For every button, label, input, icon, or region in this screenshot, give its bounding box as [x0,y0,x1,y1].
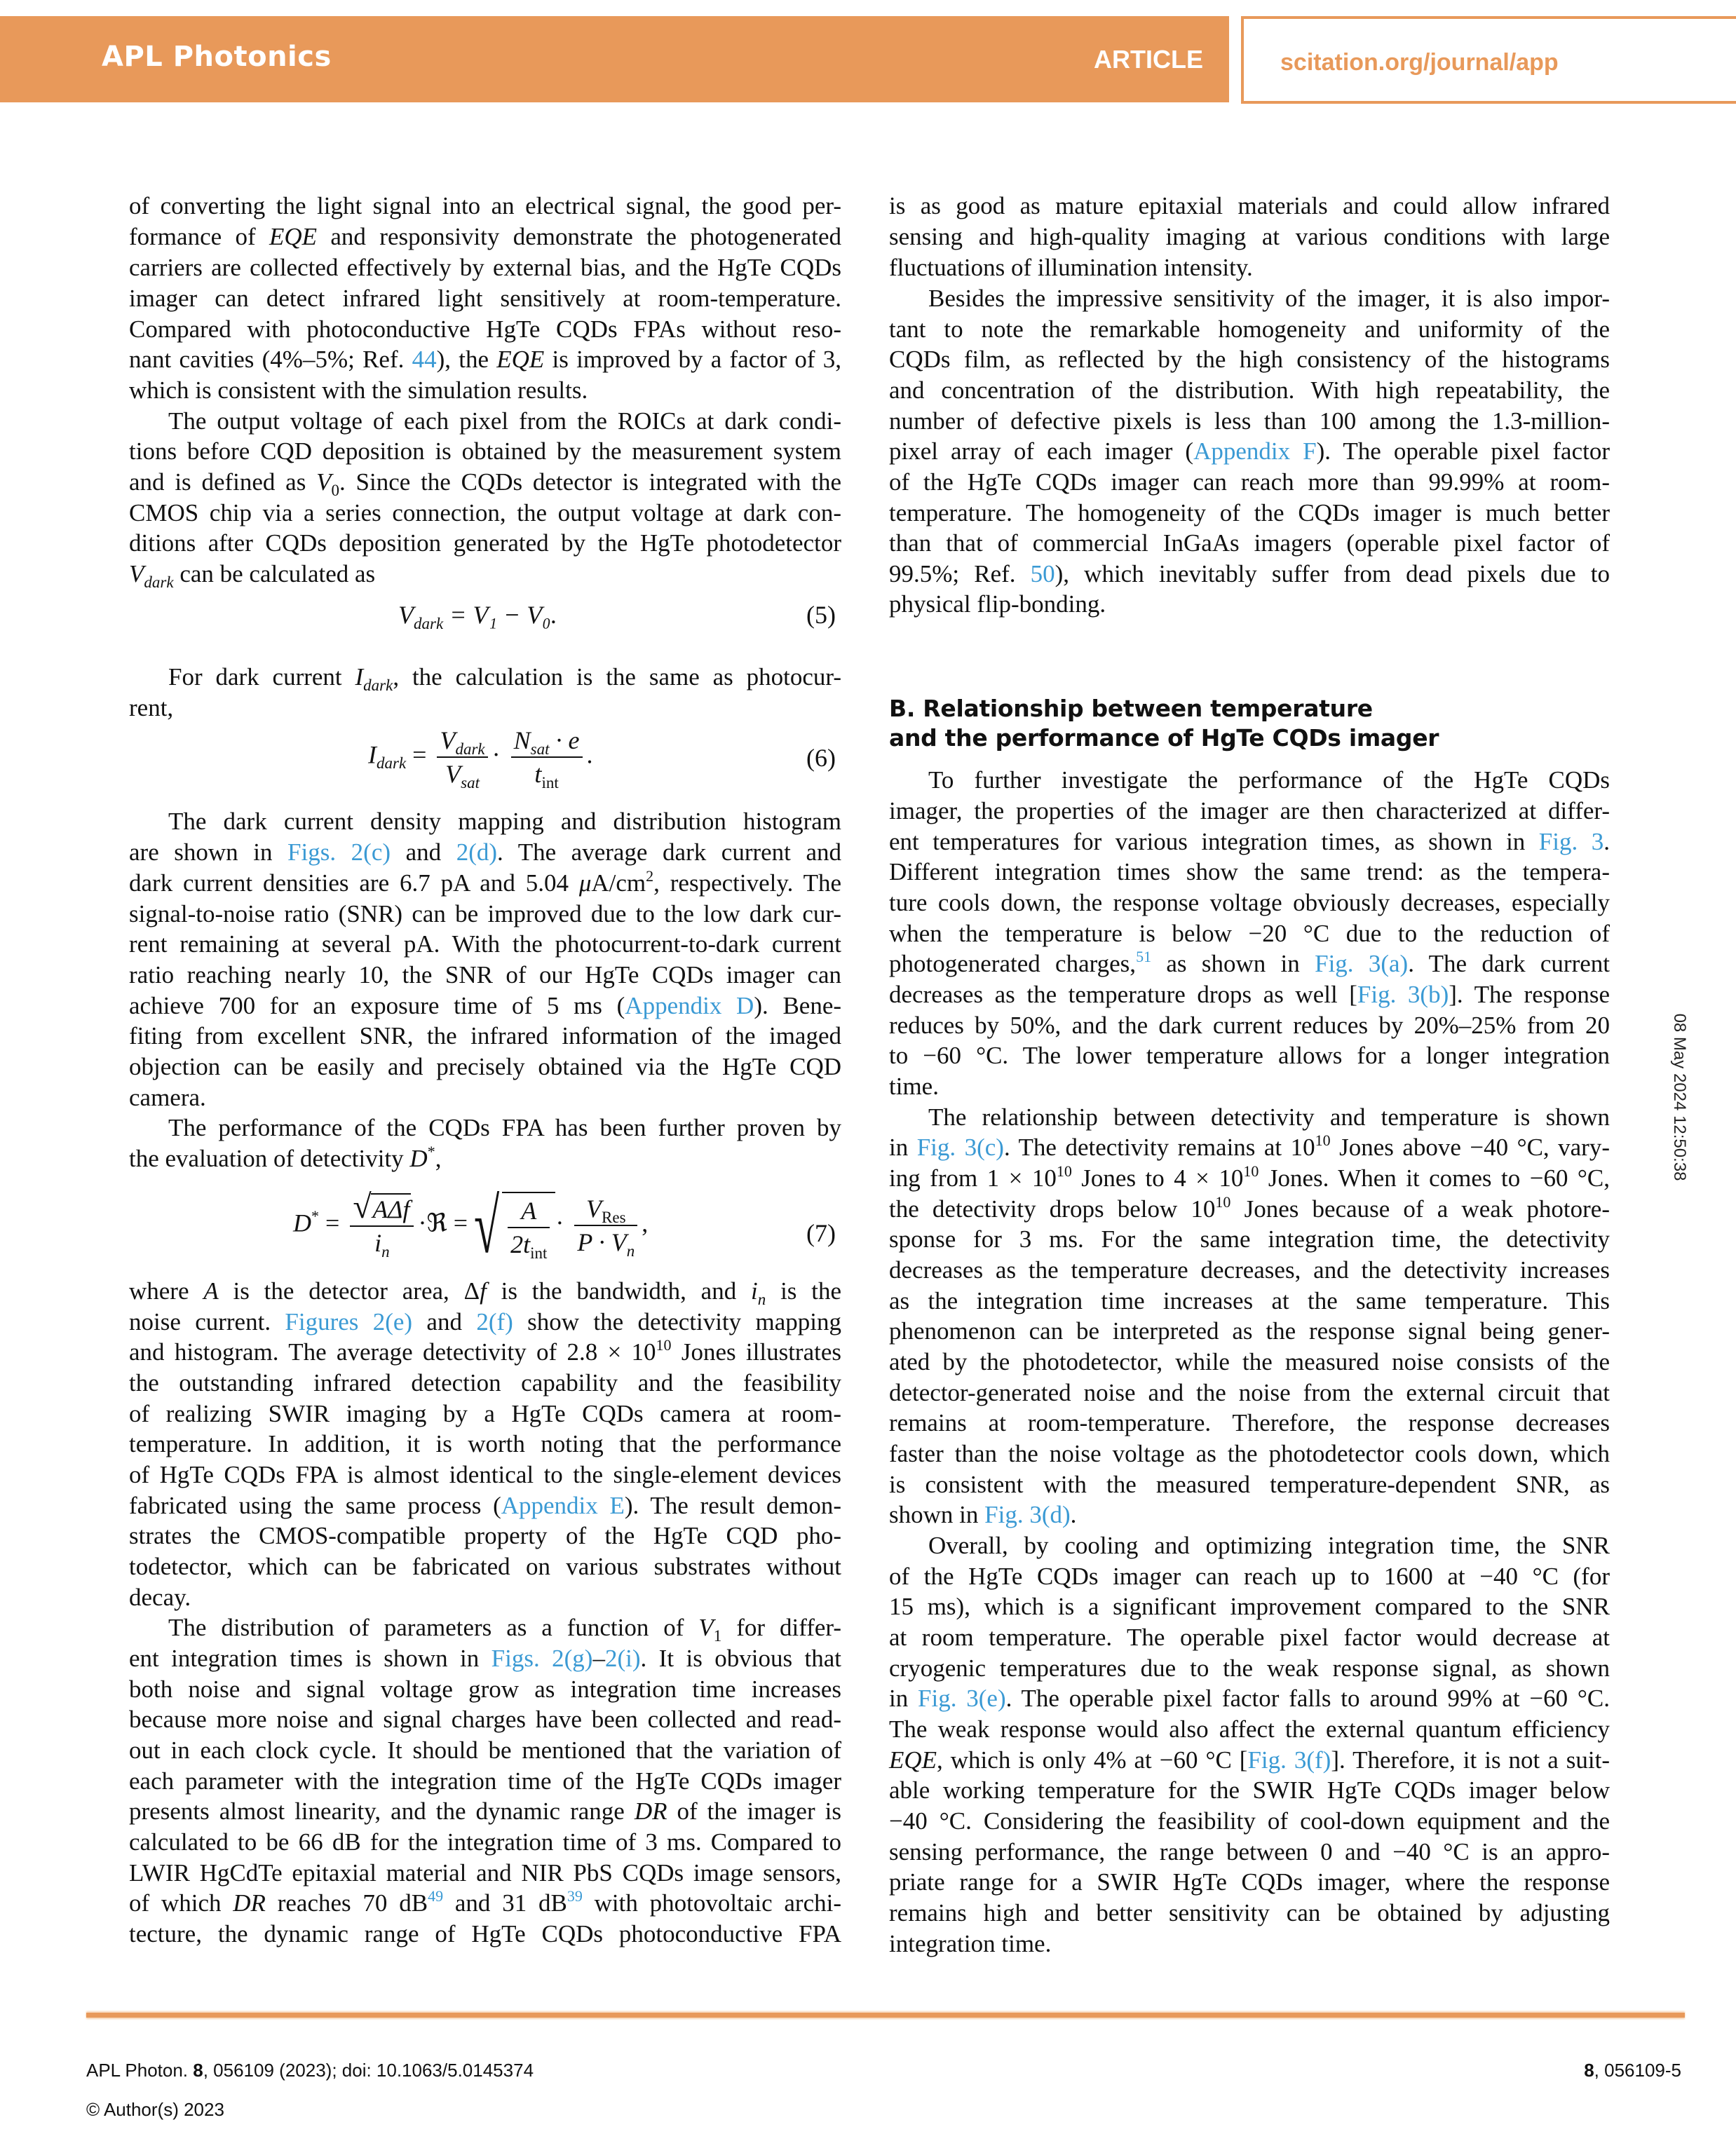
text-line: reduces by 50%, and the dark current reduces by 20%–25% from 20 [889,1012,1610,1039]
text-line: are shown in Figs. 2(c) and 2(d). The average dark current and [129,838,841,866]
footer-citation: APL Photon. 8, 056109 (2023); doi: 10.1063/5.0145374 [86,2060,534,2081]
text-line: of realizing SWIR imaging by a HgTe CQDs camera at room- [129,1400,841,1427]
text-line: ture cools down, the response voltage obviously decreases, especially [889,889,1610,916]
text-line: cryogenic temperatures due to the weak response signal, as shown [889,1654,1610,1682]
equation-7: D* = √ AΔf $i_n$ ·ℜ = √ $\frac{A}{2t_{int}}$ · $\frac{V_{Res}}{P \cdot V_n}$ , [293,1183,649,1269]
text-line: as the integration time increases at the same temperature. This [889,1287,1610,1314]
text-line: sensing and high-quality imaging at various conditions with large [889,223,1610,250]
text-line: ratio reaching nearly 10, the SNR of our HgTe CQDs imager can [129,961,841,988]
text-line: tecture, the dynamic range of HgTe CQDs photoconductive FPA [129,1920,841,1948]
text-line: ent integration times is shown in Figs. 2(g)–2(i). It is obvious that [129,1645,841,1672]
text-line: EQE, which is only 4% at −60 °C [Fig. 3(f)]. Therefore, it is not a suit- [889,1746,1610,1774]
reference-link[interactable]: Fig. 3(a) [1315,950,1409,977]
text-line: imager, the properties of the imager are then characterized at differ- [889,797,1610,824]
reference-link[interactable]: Figures 2(e) [285,1308,413,1335]
text-line: is consistent with the measured temperature-dependent SNR, as [889,1471,1610,1498]
text-line: Compared with photoconductive HgTe CQDs FPAs without reso- [129,315,841,343]
text-line: fiting from excellent SNR, the infrared information of the imaged [129,1022,841,1049]
section-heading-line: B. Relationship between temperature [889,695,1373,722]
text-line: strates the CMOS-compatible property of the HgTe CQD pho- [129,1522,841,1549]
text-line: The output voltage of each pixel from the ROICs at dark condi- [168,407,841,435]
text-line: and concentration of the distribution. With high repeatability, the [889,376,1610,404]
section-label: ARTICLE [1094,45,1203,74]
text-line: which is consistent with the simulation results. [129,376,588,404]
text-line: The weak response would also affect the external quantum efficiency [889,1715,1610,1743]
text-line: detector-generated noise and the noise from the external circuit that [889,1379,1610,1406]
download-timestamp: 08 May 2024 12:50:38 [1670,1013,1689,1181]
text-line: shown in Fig. 3(d). [889,1501,1077,1528]
text-line: LWIR HgCdTe epitaxial material and NIR PbS CQDs image sensors, [129,1859,841,1887]
text-line: noise current. Figures 2(e) and 2(f) show the detectivity mapping [129,1308,841,1335]
fraction: √ AΔf $i_n$ [350,1193,414,1258]
fraction: $\frac{V_{Res}}{P \cdot V_n}$ [574,1194,637,1257]
fraction: $\frac{A}{2t_{int}}$ [508,1196,550,1259]
footer-rule [86,2013,1685,2018]
text-line: remains at room-temperature. Therefore, the response decreases [889,1409,1610,1436]
text-line: Overall, by cooling and optimizing integration time, the SNR [928,1532,1610,1559]
text-line: 15 ms), which is a significant improvement compared to the SNR [889,1593,1610,1620]
text-line: nant cavities (4%–5%; Ref. 44), the EQE is improved by a factor of 3, [129,346,841,373]
reference-link[interactable]: 50 [1030,560,1055,587]
reference-link[interactable]: 2(d) [456,838,498,866]
text-line: phenomenon can be interpreted as the response signal being gener- [889,1317,1610,1345]
text-line: decreases as the temperature decreases, and the detectivity increases [889,1256,1610,1284]
text-line: in Fig. 3(e). The operable pixel factor falls to around 99% at −60 °C. [889,1685,1610,1712]
text-line: achieve 700 for an exposure time of 5 ms (Appendix D). Bene- [129,992,842,1019]
reference-link[interactable]: Fig. 3(b) [1357,981,1449,1008]
text-line: tant to note the remarkable homogeneity and uniformity of the [889,315,1610,343]
text-line: tions before CQD deposition is obtained by the measurement system [129,437,841,465]
text-line: rent remaining at several pA. With the photocurrent-to-dark current [129,930,841,958]
reference-link[interactable]: Fig. 3(c) [916,1134,1004,1161]
equation-6: $I_{dark}$ = $\frac{V_{dark}}{V_{sat}}$ · $\frac{N_{sat} \cdot e}{t_{int}}$ . [368,726,593,791]
text-line: time. [889,1073,939,1100]
text-line: Different integration times show the same trend: as the tempera- [889,858,1610,885]
text-line: The distribution of parameters as a function of $V_1$ for differ- [168,1614,842,1645]
text-line: temperature. The homogeneity of the CQDs imager is much better [889,499,1610,526]
text-line: to −60 °C. The lower temperature allows for a longer integration [889,1042,1610,1069]
text-line: and is defined as $V_0$. Since the CQDs detector is integrated with the [129,468,841,499]
text-line: out in each clock cycle. It should be mentioned that the variation of [129,1736,841,1764]
text-line: of the HgTe CQDs imager can reach more than 99.99% at room- [889,468,1610,496]
text-line: Besides the impressive sensitivity of the imager, it is also impor- [928,285,1610,312]
reference-link[interactable]: 44 [412,346,437,373]
text-line: the outstanding infrared detection capability and the feasibility [129,1369,841,1396]
text-line: CMOS chip via a series connection, the output voltage at dark con- [129,499,841,526]
text-line: todetector, which can be fabricated on various substrates without [129,1553,841,1580]
text-line: is as good as mature epitaxial materials and could allow infrared [889,192,1610,219]
text-line: fabricated using the same process (Appendix E). The result demon- [129,1492,841,1519]
text-line: of converting the light signal into an electrical signal, the good per- [129,192,841,219]
reference-link[interactable]: Appendix E [501,1492,625,1519]
text-line: ent temperatures for various integration times, as shown in Fig. 3. [889,828,1610,855]
equation-7-number: (7) [806,1219,836,1247]
text-line: in Fig. 3(c). The detectivity remains at $10^{10}$ Jones above −40 °C, vary- [889,1131,1610,1161]
reference-link[interactable]: Figs. 2(g) [491,1645,593,1672]
equation-5: $V_{dark} = V_1 - V_0$. [398,601,557,632]
text-line: ated by the photodetector, while the measured noise consists of the [889,1348,1610,1375]
text-line: of the HgTe CQDs imager can reach up to 1600 at −40 °C (for [889,1563,1610,1590]
text-line: when the temperature is below −20 °C due to the reduction of [889,920,1610,947]
text-line: of HgTe CQDs FPA is almost identical to the single-element devices [129,1461,841,1488]
citation-link[interactable]: 49 [428,1887,444,1905]
citation-link[interactable]: 39 [567,1887,583,1905]
text-line: CQDs film, as reflected by the high consistency of the histograms [889,346,1610,373]
equation-6-number: (6) [806,744,836,772]
reference-link[interactable]: Appendix F [1193,437,1317,465]
reference-link[interactable]: Figs. 2(c) [287,838,391,866]
text-line: the detectivity drops below $10^{10}$ Jones because of a weak photore- [889,1193,1610,1223]
footer-copyright: © Author(s) 2023 [86,2099,224,2120]
reference-link[interactable]: Fig. 3 [1538,828,1604,855]
reference-link[interactable]: Fig. 3(f) [1247,1746,1331,1774]
reference-link[interactable]: Appendix D [625,992,754,1019]
journal-title: APL Photonics [102,41,332,73]
text-line: ing from $1 \times 10^{10}$ Jones to $4 \times 10^{10}$ Jones. When it comes to −60 °C, [889,1162,1610,1192]
text-line: sensing performance, the range between 0 and −40 °C is an appro- [889,1838,1610,1865]
text-line: 99.5%; Ref. 50), which inevitably suffer from dead pixels due to [889,560,1610,587]
text-line: sponse for 3 ms. For the same integration time, the detectivity [889,1225,1610,1253]
text-line: calculated to be 66 dB for the integration time of 3 ms. Compared to [129,1828,841,1856]
section-heading-line: and the performance of HgTe CQDs imager [889,724,1439,752]
text-line: fluctuations of illumination intensity. [889,254,1253,281]
text-line: −40 °C. Considering the feasibility of cool-down equipment and the [889,1807,1610,1835]
text-line: both noise and signal voltage grow as integration time increases [129,1676,841,1703]
equation-5-number: (5) [806,601,836,629]
text-line: The performance of the CQDs FPA has been further proven by [168,1114,841,1141]
text-line: ditions after CQDs deposition generated by the HgTe photodetector [129,529,841,557]
text-line: carriers are collected effectively by external bias, and the HgTe CQDs [129,254,841,281]
text-line: integration time. [889,1930,1052,1957]
text-line: dark current densities are 6.7 pA and 5.04 $\mu A/cm^2$, respectively. The [129,867,841,897]
fraction: $\frac{V_{dark}}{V_{sat}}$ [437,726,487,789]
text-line: remains high and better sensitivity can be obtained by adjusting [889,1899,1610,1926]
text-line: of which DR reaches 70 $dB^{49}$ and 31 $dB^{39}$ with photovoltaic archi- [129,1887,841,1917]
text-line: For dark current $I_{dark}$, the calculation is the same as photocur- [168,663,841,694]
reference-link[interactable]: Fig. 3(e) [918,1685,1006,1712]
text-line: The dark current density mapping and distribution histogram [168,808,841,835]
text-line: To further investigate the performance of the HgTe CQDs [928,766,1610,794]
text-line: and histogram. The average detectivity of $2.8 \times 10^{10}$ Jones illustrates [129,1336,841,1366]
text-line: priate range for a SWIR HgTe CQDs imager, where the response [889,1868,1610,1896]
text-line: the evaluation of detectivity D*, [129,1143,442,1172]
footer-page-number: 8, 056109-5 [1584,2060,1681,2081]
text-line: each parameter with the integration time of the HgTe CQDs imager [129,1767,841,1795]
text-line: objection can be easily and precisely obtained via the HgTe CQD [129,1053,841,1080]
text-line: rent, [129,694,174,721]
reference-link[interactable]: Fig. 3(d) [984,1501,1071,1528]
text-line: decreases as the temperature drops as well [Fig. 3(b)]. The response [889,981,1610,1008]
text-line: photogenerated charges,$^{51}$ as shown in Fig. 3(a). The dark current [889,948,1610,977]
text-line: $V_{dark}$ can be calculated as [129,560,376,591]
citation-link[interactable]: 51 [1136,948,1152,965]
text-line: signal-to-noise ratio (SNR) can be improved due to the low dark cur- [129,900,841,927]
reference-link[interactable]: 2(f) [476,1308,513,1335]
reference-link[interactable]: 2(i) [604,1645,641,1672]
text-line: camera. [129,1084,206,1111]
text-line: temperature. In addition, it is worth noting that the performance [129,1430,841,1457]
text-line: decay. [129,1584,191,1611]
text-line: because more noise and signal charges have been collected and read- [129,1706,841,1733]
text-line: than that of commercial InGaAs imagers (operable pixel factor of [889,529,1610,557]
text-line: able working temperature for the SWIR HgTe CQDs imager below [889,1776,1610,1804]
text-line: formance of EQE and responsivity demonstrate the photogenerated [129,223,841,250]
text-line: number of defective pixels is less than 100 among the 1.3-million- [889,407,1610,435]
text-line: physical flip-bonding. [889,590,1106,618]
text-line: at room temperature. The operable pixel factor would decrease at [889,1624,1610,1651]
fraction: $\frac{N_{sat} \cdot e}{t_{int}}$ [511,726,583,789]
text-line: imager can detect infrared light sensitively at room-temperature. [129,285,841,312]
text-line: where A is the detector area, Δf is the bandwidth, and $i_n$ is the [129,1277,841,1308]
text-line: pixel array of each imager (Appendix F). The operable pixel factor [889,437,1610,465]
section-heading [889,694,1439,753]
journal-url-link[interactable]: scitation.org/journal/app [1280,49,1559,76]
text-line: presents almost linearity, and the dynamic range DR of the imager is [129,1797,841,1825]
text-line: faster than the noise voltage as the photodetector cools down, which [889,1440,1610,1467]
text-line: The relationship between detectivity and temperature is shown [928,1103,1610,1131]
